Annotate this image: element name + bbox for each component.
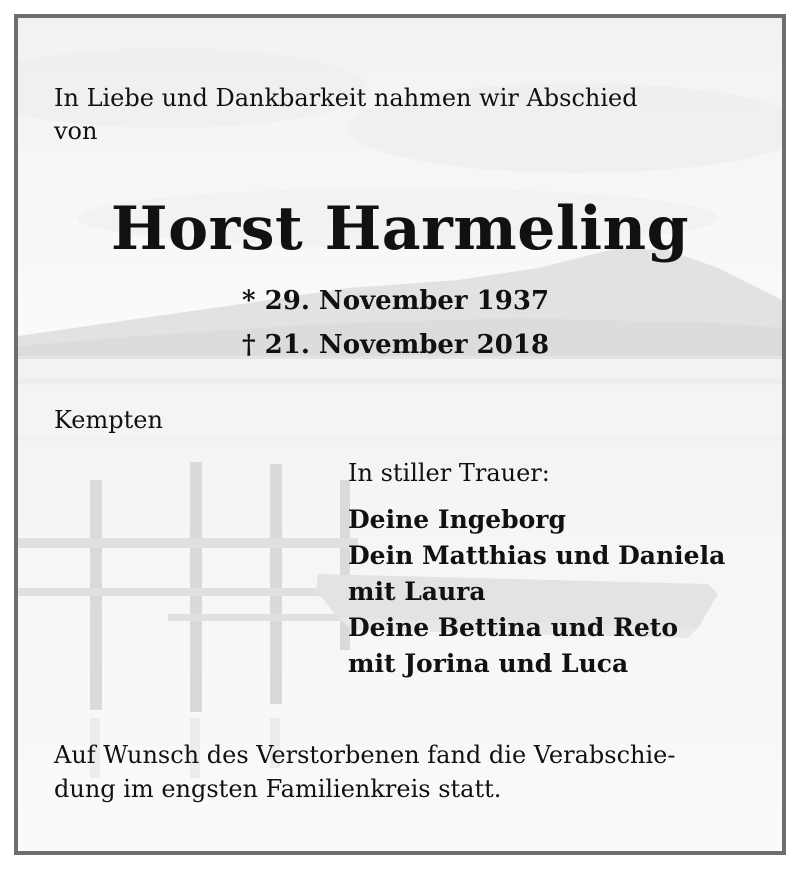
family-member: Dein Matthias und Daniela — [348, 541, 726, 570]
obituary-frame — [14, 14, 786, 855]
place-of-residence: Kempten — [54, 406, 163, 434]
closing-line-1: Auf Wunsch des Verstorbenen fand die Verabschie- — [54, 741, 676, 769]
family-member: mit Laura — [348, 577, 486, 606]
birth-date: * 29. November 1937 — [242, 286, 550, 316]
closing-line-2: dung im engsten Familienkreis statt. — [54, 775, 502, 803]
intro-line-1: In Liebe und Dankbarkeit nahmen wir Abschied — [54, 84, 638, 112]
closing-text — [54, 738, 754, 806]
family-member: mit Jorina und Luca — [348, 649, 629, 678]
family-list — [348, 502, 725, 682]
family-member: Deine Ingeborg — [348, 505, 566, 534]
mourning-heading: In stiller Trauer: — [348, 459, 550, 487]
death-date: † 21. November 2018 — [242, 330, 550, 360]
intro-text — [54, 82, 754, 148]
deceased-name: Horst Harmeling — [110, 194, 690, 264]
intro-line-2: von — [54, 117, 98, 145]
family-member: Deine Bettina und Reto — [348, 613, 679, 642]
